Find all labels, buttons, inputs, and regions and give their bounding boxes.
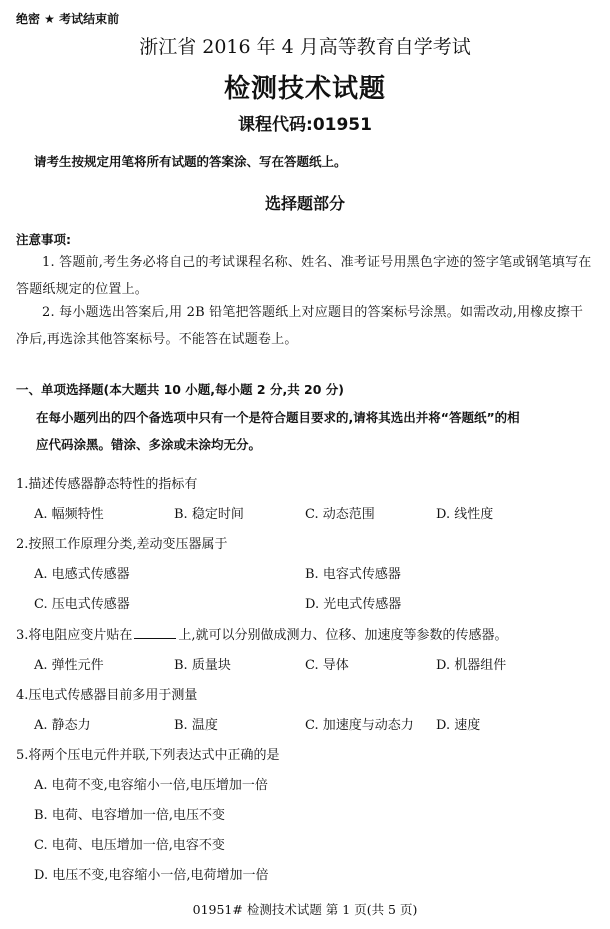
section-heading: 一、单项选择题(本大题共 10 小题,每小题 2 分,共 20 分) bbox=[16, 382, 345, 397]
section-description bbox=[16, 404, 594, 458]
question-3-option-a: A. 弹性元件 bbox=[34, 658, 104, 673]
question-4-option-c: C. 加速度与动态力 bbox=[305, 718, 414, 733]
question-3-stem-after: 上,就可以分别做成测力、位移、加速度等参数的传感器。 bbox=[178, 628, 508, 643]
question-5-option-d: D. 电压不变,电容缩小一倍,电荷增加一倍 bbox=[34, 868, 269, 883]
question-3-stem bbox=[16, 624, 508, 643]
question-5-stem: 5.将两个压电元件并联,下列表达式中正确的是 bbox=[16, 748, 280, 763]
secret-label: 绝密 ★ 考试结束前 bbox=[16, 12, 120, 26]
question-2-option-b: B. 电容式传感器 bbox=[305, 567, 401, 582]
page-footer: 01951# 检测技术试题 第 1 页(共 5 页) bbox=[192, 902, 418, 917]
section-description-line-2: 应代码涂黑。错涂、多涂或未涂均无分。 bbox=[36, 437, 262, 452]
question-5-option-b: B. 电荷、电容增加一倍,电压不变 bbox=[34, 808, 225, 823]
subject-title: 检测技术试题 bbox=[223, 74, 386, 104]
question-4-option-d: D. 速度 bbox=[436, 718, 481, 733]
question-2-option-d: D. 光电式传感器 bbox=[305, 597, 402, 612]
question-4-option-b: B. 温度 bbox=[174, 718, 218, 733]
section-description-line-1: 在每小题列出的四个备选项中只有一个是符合题目要求的,请将其选出并将“答题纸”的相 bbox=[36, 410, 520, 425]
question-3-option-b: B. 质量块 bbox=[174, 658, 231, 673]
answer-blank bbox=[134, 626, 176, 639]
question-1-stem: 1.描述传感器静态特性的指标有 bbox=[16, 477, 198, 492]
question-5-option-a: A. 电荷不变,电容缩小一倍,电压增加一倍 bbox=[34, 778, 268, 793]
course-code: 课程代码:01951 bbox=[238, 115, 372, 135]
question-1-option-a: A. 幅频特性 bbox=[34, 507, 104, 522]
answer-instruction: 请考生按规定用笔将所有试题的答案涂、写在答题纸上。 bbox=[34, 154, 347, 169]
part-title: 选择题部分 bbox=[264, 194, 345, 213]
question-3-stem-before: 3.将电阻应变片贴在 bbox=[16, 628, 133, 643]
question-1-option-d: D. 线性度 bbox=[436, 507, 494, 522]
question-4-stem: 4.压电式传感器目前多用于测量 bbox=[16, 688, 198, 703]
question-1-option-b: B. 稳定时间 bbox=[174, 507, 244, 522]
question-2-stem: 2.按照工作原理分类,差动变压器属于 bbox=[16, 537, 228, 552]
question-3-option-d: D. 机器组件 bbox=[436, 658, 507, 673]
question-4-option-a: A. 静态力 bbox=[34, 718, 91, 733]
question-2-option-a: A. 电感式传感器 bbox=[34, 567, 130, 582]
exam-title: 浙江省 2016 年 4 月高等教育自学考试 bbox=[139, 36, 471, 58]
question-2-option-c: C. 压电式传感器 bbox=[34, 597, 130, 612]
question-5-option-c: C. 电荷、电压增加一倍,电容不变 bbox=[34, 838, 225, 853]
notes-title: 注意事项: bbox=[16, 232, 71, 247]
question-1-option-c: C. 动态范围 bbox=[305, 507, 375, 522]
note-item-1: 1. 答题前,考生务必将自己的考试课程名称、姓名、准考证号用黑色字迹的签字笔或钢笔填写在答题纸规定的位置上。 bbox=[16, 255, 592, 297]
question-3-option-c: C. 导体 bbox=[305, 658, 349, 673]
note-item-2: 2. 每小题选出答案后,用 2B 铅笔把答题纸上对应题目的答案标号涂黑。如需改动,用橡皮擦干净后,再选涂其他答案标号。不能答在试题卷上。 bbox=[16, 305, 584, 347]
